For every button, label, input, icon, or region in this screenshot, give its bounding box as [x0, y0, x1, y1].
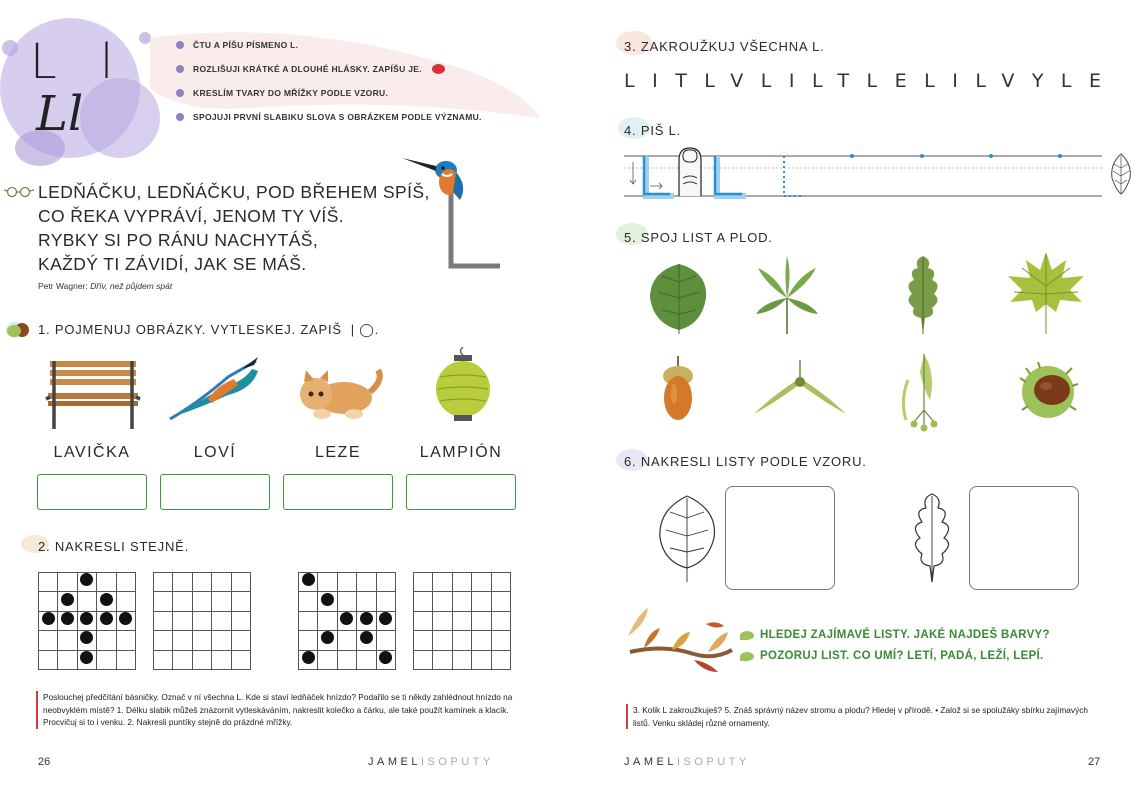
grid-cell — [318, 592, 337, 611]
grid-cell — [299, 592, 318, 611]
grid-cell[interactable] — [154, 631, 173, 650]
kingfisher-on-letter-l-icon — [398, 140, 508, 272]
grid-cell — [337, 631, 356, 650]
grid-cell — [318, 631, 337, 650]
leaf-sample-oak-icon — [904, 490, 960, 586]
grid-cell — [77, 592, 96, 611]
teacher-note: Poslouchej předčítání básničky. Označ v ní všechna L. Kde si staví ledňáček hnízdo? Podařilo se ti někdy zahlédnout hnízdo na neobvyklém místě? 1. Délku slabik můžeš znázornit vytleskáváním, nakreslit kolečko a čárku, ale také použít kamínek a klacík. Procvičuj si to i venku. 2. Nakresli puntíky stejně do prázdné mřížky. — [36, 691, 536, 729]
grid-cell — [39, 650, 58, 669]
goal-item: ČTU A PÍŠU PÍSMENO L. — [176, 40, 482, 50]
grid-cell — [77, 650, 96, 669]
grid-cell[interactable] — [414, 611, 433, 630]
green-questions — [740, 629, 1050, 662]
grid-dot — [80, 573, 93, 586]
grid-cell[interactable] — [154, 592, 173, 611]
grid-cell — [97, 573, 116, 592]
publisher-brand: JAMELISOPUTY — [624, 756, 750, 768]
grid-cell[interactable] — [433, 631, 452, 650]
grid-cell — [357, 573, 376, 592]
rosehip-icon — [432, 64, 445, 74]
grid-cell[interactable] — [231, 611, 250, 630]
grid-cell[interactable] — [173, 592, 192, 611]
grid-dot — [61, 612, 74, 625]
grid-cell[interactable] — [192, 592, 211, 611]
autumn-branch-with-fox-icon — [624, 606, 736, 686]
grid-cell — [116, 611, 135, 630]
grid-cell[interactable] — [452, 650, 471, 669]
grid-dot — [80, 612, 93, 625]
task1-heading: 1. POJMENUJ OBRÁZKY. VYTLESKEJ. ZAPIŠ | ◯. — [38, 322, 380, 337]
grid-cell — [376, 611, 395, 630]
title-letter-cursive: Ll — [36, 86, 84, 142]
grid-dot — [80, 651, 93, 664]
grid-cell[interactable] — [212, 592, 231, 611]
grid-cell[interactable] — [472, 573, 491, 592]
grid-cell[interactable] — [433, 650, 452, 669]
grid-cell — [376, 592, 395, 611]
grid-cell — [376, 631, 395, 650]
poem-line: LEDŇÁČKU, LEDŇÁČKU, POD BŘEHEM SPÍŠ, — [38, 182, 430, 202]
task2-heading: 2. NAKRESLI STEJNĚ. — [38, 539, 190, 554]
grid-dot — [80, 631, 93, 644]
picture-word: LAVIČKA — [53, 444, 131, 461]
grid-cell — [318, 573, 337, 592]
grid-cell — [337, 573, 356, 592]
grid-cell — [299, 650, 318, 669]
grid-dot — [321, 631, 334, 644]
bullet-dot-icon — [176, 41, 184, 49]
grid-cell[interactable] — [433, 573, 452, 592]
grid-dot — [42, 612, 55, 625]
kingfisher-diving-icon — [168, 355, 264, 421]
grid-cell[interactable] — [212, 631, 231, 650]
grid-cell[interactable] — [452, 592, 471, 611]
grid-cell — [299, 611, 318, 630]
grid-cell[interactable] — [173, 650, 192, 669]
poem-attribution: Petr Wagner: Dřív, než půjdem spát — [38, 281, 173, 291]
grid-dot — [119, 612, 132, 625]
pattern-grid-empty[interactable] — [413, 572, 511, 670]
grid-cell — [357, 631, 376, 650]
acorn-icon[interactable] — [658, 354, 698, 424]
grid-dot — [379, 612, 392, 625]
grid-cell[interactable] — [192, 573, 211, 592]
grid-cell — [299, 573, 318, 592]
grid-cell[interactable] — [231, 592, 250, 611]
grid-cell[interactable] — [192, 631, 211, 650]
answer-box[interactable] — [283, 474, 393, 510]
grid-cell[interactable] — [491, 631, 510, 650]
poem-line: CO ŘEKA VYPRÁVÍ, JENOM TY VÍŠ. — [38, 206, 345, 226]
grid-cell — [58, 573, 77, 592]
drawing-box[interactable] — [725, 486, 835, 590]
teacher-note: 3. Kolik L zakroužkuješ? 5. Znáš správný název stromu a plodu? Hledej v přírodě. • Založ si se spolužáky sbírku zajímavých listů. Venku skládej různé ornamenty. — [626, 704, 1102, 729]
letter-row[interactable]: LITLVLILTLELILVYLE — [624, 70, 1119, 92]
grid-cell — [39, 592, 58, 611]
goal-item: KRESLÍM TVARY DO MŘÍŽKY PODLE VZORU. — [176, 88, 482, 98]
grid-cell — [77, 573, 96, 592]
grid-dot — [379, 651, 392, 664]
grid-cell[interactable] — [192, 611, 211, 630]
glasses-icon — [4, 186, 34, 198]
grid-cell[interactable] — [433, 592, 452, 611]
grid-cell[interactable] — [472, 611, 491, 630]
pattern-grid-sample — [38, 572, 136, 670]
grid-cell — [116, 631, 135, 650]
pattern-grid-sample — [298, 572, 396, 670]
grid-dot — [321, 593, 334, 606]
grid-cell — [116, 650, 135, 669]
maple-seed-icon[interactable] — [752, 358, 848, 420]
lantern-icon — [432, 347, 494, 427]
grid-dot — [61, 593, 74, 606]
grid-cell[interactable] — [231, 573, 250, 592]
leaf-outline-icon — [1108, 152, 1134, 196]
grid-cell — [58, 631, 77, 650]
right-page — [568, 0, 1136, 804]
grid-cell — [337, 611, 356, 630]
grid-cell — [116, 573, 135, 592]
grid-cell[interactable] — [154, 611, 173, 630]
task6-heading: 6. NAKRESLI LISTY PODLE VZORU. — [624, 454, 867, 469]
bullet-dot-icon — [176, 89, 184, 97]
grid-dot — [302, 651, 315, 664]
grid-cell — [318, 611, 337, 630]
grid-cell — [97, 592, 116, 611]
writing-lines[interactable] — [624, 140, 1104, 202]
task3-heading: 3. ZAKROUŽKUJ VŠECHNA L. — [624, 39, 825, 54]
title-letter-print: L l — [30, 34, 128, 90]
grid-cell — [357, 650, 376, 669]
grid-cell[interactable] — [212, 573, 231, 592]
linden-seed-icon[interactable] — [894, 350, 954, 434]
leaf-bullet-icon — [740, 652, 754, 661]
grid-cell — [77, 611, 96, 630]
grid-cell[interactable] — [491, 650, 510, 669]
grid-dot — [360, 631, 373, 644]
grid-cell[interactable] — [173, 611, 192, 630]
grid-cell — [77, 631, 96, 650]
grid-cell[interactable] — [414, 650, 433, 669]
oak-leaf-icon[interactable] — [898, 252, 948, 336]
grid-cell[interactable] — [173, 631, 192, 650]
grid-cell[interactable] — [154, 573, 173, 592]
chestnut-fruit-icon[interactable] — [1016, 362, 1080, 422]
grid-cell — [116, 592, 135, 611]
grid-cell — [318, 650, 337, 669]
grid-cell — [97, 611, 116, 630]
grid-cell[interactable] — [472, 650, 491, 669]
grid-dot — [100, 593, 113, 606]
drawing-box[interactable] — [969, 486, 1079, 590]
chestnut-leaf-icon[interactable] — [754, 254, 820, 336]
green-question: POZORUJ LIST. CO UMÍ? LETÍ, PADÁ, LEŽÍ, LEPÍ. — [740, 650, 1050, 662]
grid-cell[interactable] — [414, 631, 433, 650]
grid-cell[interactable] — [192, 650, 211, 669]
page-number: 26 — [38, 756, 51, 768]
grid-cell[interactable] — [212, 611, 231, 630]
grid-cell — [337, 592, 356, 611]
grid-cell — [357, 592, 376, 611]
grid-cell — [58, 592, 77, 611]
grid-cell — [39, 611, 58, 630]
bullet-dot-icon — [176, 65, 184, 73]
poem-line: KAŽDÝ TI ZÁVIDÍ, JAK SE MÁŠ. — [38, 254, 307, 274]
grid-cell[interactable] — [414, 573, 433, 592]
task4-heading: 4. PIŠ L. — [624, 123, 682, 138]
grid-cell[interactable] — [452, 611, 471, 630]
grid-cell — [58, 650, 77, 669]
answer-box[interactable] — [37, 474, 147, 510]
grid-cell[interactable] — [212, 650, 231, 669]
grid-cell — [376, 573, 395, 592]
grid-cell[interactable] — [154, 650, 173, 669]
grid-cell — [357, 611, 376, 630]
page-number: 27 — [1088, 756, 1101, 768]
grid-dot — [302, 573, 315, 586]
poem-line: RYBKY SI PO RÁNU NACHYTÁŠ, — [38, 230, 319, 250]
maple-leaf-icon[interactable] — [1000, 246, 1092, 338]
goals-list — [176, 40, 482, 122]
grid-dot — [360, 612, 373, 625]
grid-cell — [337, 650, 356, 669]
chestnut-icon — [4, 320, 32, 340]
grid-cell — [376, 650, 395, 669]
goal-item: SPOJUJI PRVNÍ SLABIKU SLOVA S OBRÁZKEM PODLE VÝZNAMU. — [176, 112, 482, 122]
picture-word: LEZE — [314, 444, 361, 461]
finger-icon — [679, 148, 701, 196]
leaf-sample-linden-icon — [654, 492, 720, 584]
grid-cell — [39, 573, 58, 592]
grid-cell[interactable] — [414, 592, 433, 611]
goal-item: ROZLIŠUJI KRÁTKÉ A DLOUHÉ HLÁSKY. ZAPÍŠU JE. — [176, 64, 482, 74]
grid-cell[interactable] — [472, 592, 491, 611]
leaf-bullet-icon — [740, 631, 754, 640]
picture-word: LOVÍ — [193, 444, 237, 461]
poem — [38, 180, 430, 276]
grid-cell — [97, 650, 116, 669]
bullet-dot-icon — [176, 113, 184, 121]
linden-leaf-icon[interactable] — [644, 258, 714, 336]
answer-box[interactable] — [160, 474, 270, 510]
grid-cell — [97, 631, 116, 650]
grid-cell[interactable] — [452, 573, 471, 592]
grid-cell[interactable] — [452, 631, 471, 650]
grid-cell — [299, 631, 318, 650]
grid-dot — [100, 612, 113, 625]
publisher-brand: JAMELISOPUTY — [368, 756, 494, 768]
answer-box[interactable] — [406, 474, 516, 510]
grid-dot — [340, 612, 353, 625]
grid-cell[interactable] — [231, 650, 250, 669]
grid-cell[interactable] — [231, 631, 250, 650]
grid-cell — [58, 611, 77, 630]
grid-cell[interactable] — [491, 611, 510, 630]
picture-word: LAMPIÓN — [419, 444, 503, 461]
green-question: HLEDEJ ZAJÍMAVÉ LISTY. JAKÉ NAJDEŠ BARVY? — [740, 629, 1050, 641]
grid-cell[interactable] — [491, 592, 510, 611]
grid-cell[interactable] — [491, 573, 510, 592]
grid-cell[interactable] — [173, 573, 192, 592]
kitten-icon — [292, 364, 386, 424]
grid-cell[interactable] — [472, 631, 491, 650]
pattern-grid-empty[interactable] — [153, 572, 251, 670]
grid-cell — [39, 631, 58, 650]
bench-icon — [44, 357, 142, 431]
task5-heading: 5. SPOJ LIST A PLOD. — [624, 230, 773, 245]
grid-cell[interactable] — [433, 611, 452, 630]
